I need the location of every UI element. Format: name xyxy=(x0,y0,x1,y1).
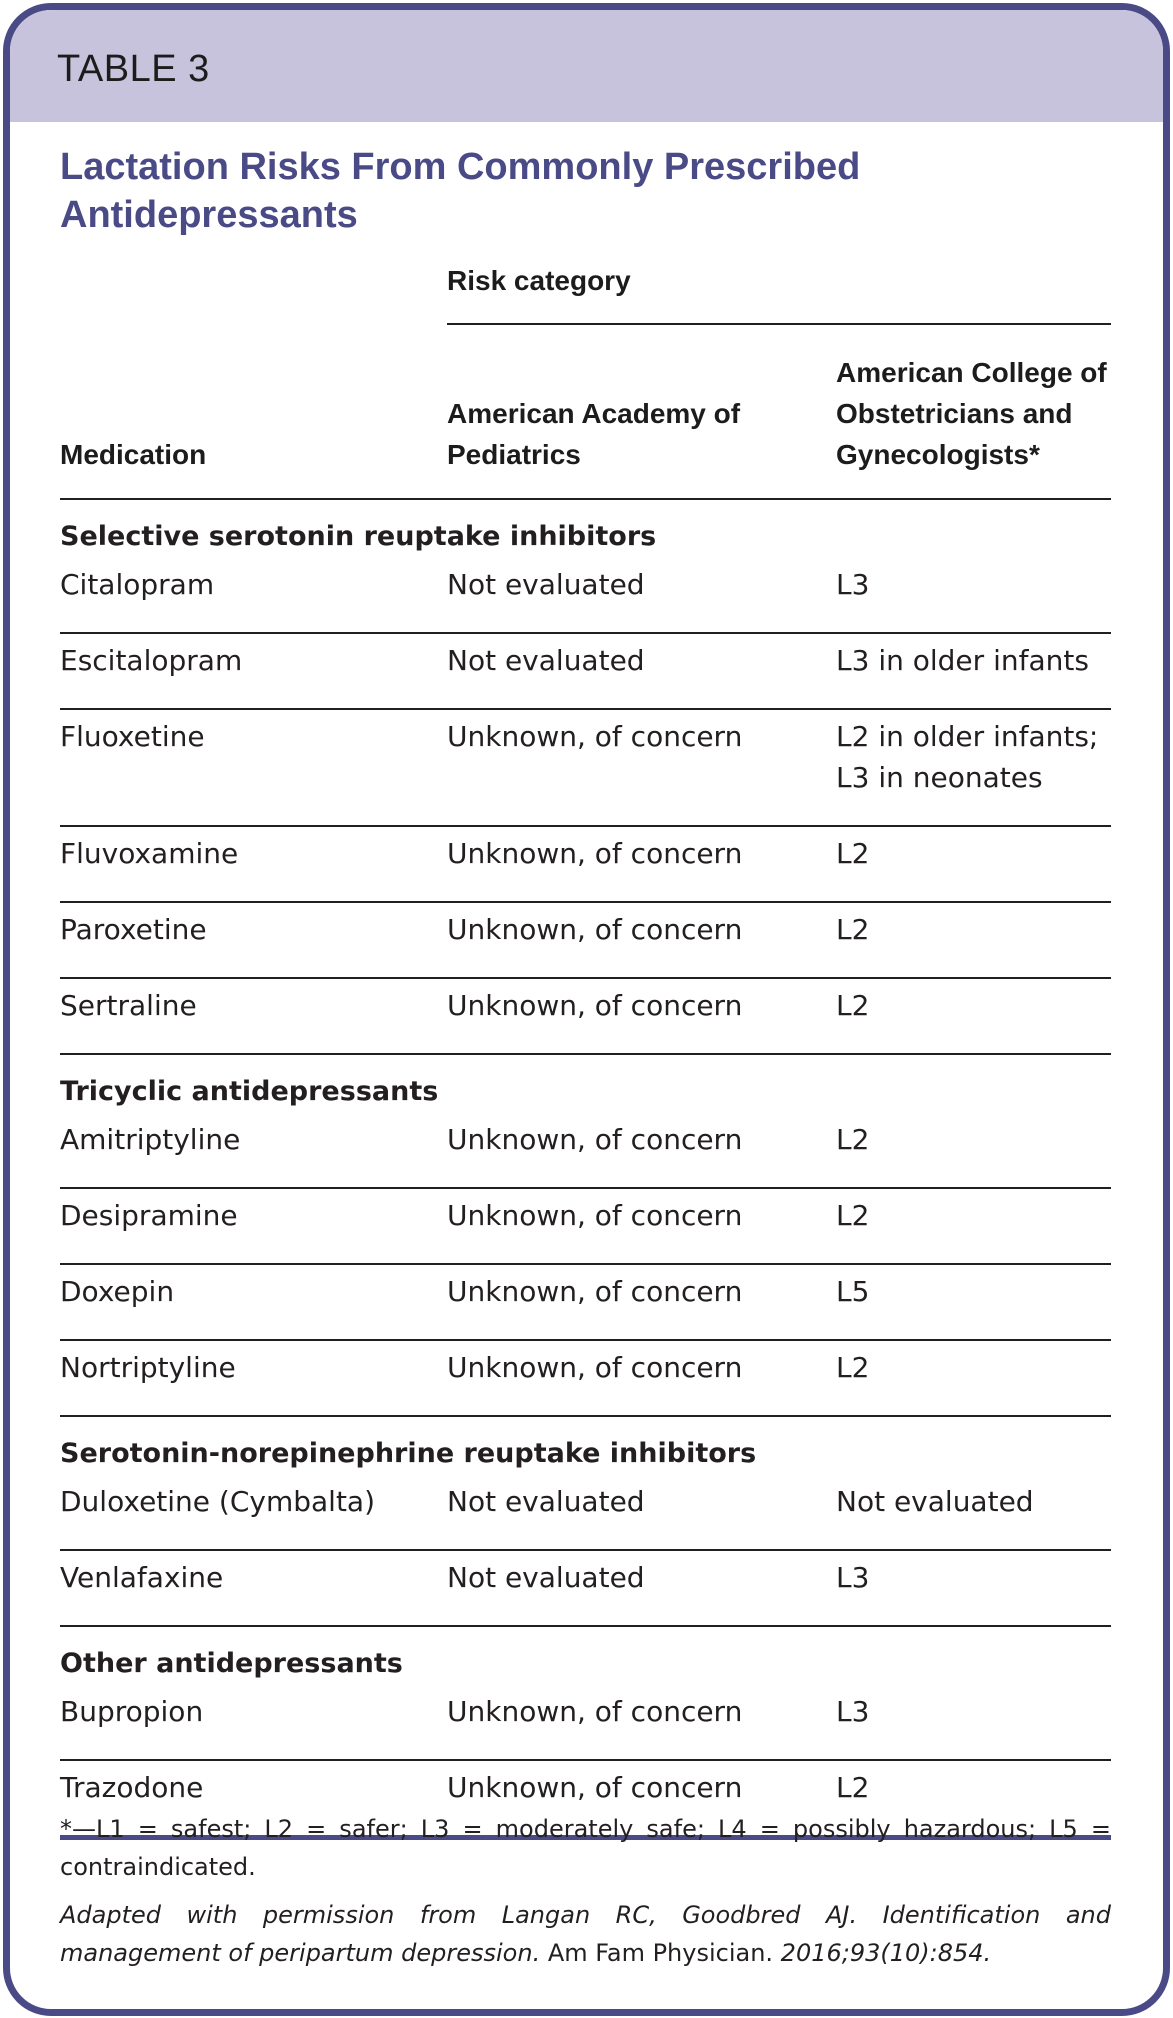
medication-cell: Paroxetine xyxy=(60,913,207,946)
table-body xyxy=(60,500,1111,1840)
table-row xyxy=(60,827,1111,903)
aap-cell: Unknown, of concern xyxy=(447,1351,743,1384)
section-header: Tricyclic antidepressants xyxy=(60,1076,439,1107)
medication-cell: Venlafaxine xyxy=(60,1561,224,1594)
aap-cell: Unknown, of concern xyxy=(447,1275,743,1308)
table-row xyxy=(60,1119,1111,1189)
medication-cell: Fluoxetine xyxy=(60,720,205,753)
header-aap: American Academy of Pediatrics xyxy=(447,398,741,470)
acog-cell: L2 xyxy=(836,989,870,1022)
acog-cell: L5 xyxy=(836,1275,870,1308)
medication-cell: Trazodone xyxy=(60,1771,204,1804)
aap-cell: Not evaluated xyxy=(447,644,645,677)
acog-cell: L2 xyxy=(836,837,870,870)
medication-cell: Desipramine xyxy=(60,1199,238,1232)
acog-cell: L2 xyxy=(836,1123,870,1156)
table-row xyxy=(60,1691,1111,1761)
table-label: TABLE 3 xyxy=(57,48,210,90)
source-citation xyxy=(60,1896,1111,1972)
medication-cell: Doxepin xyxy=(60,1275,175,1308)
aap-cell: Unknown, of concern xyxy=(447,1695,743,1728)
header-medication: Medication xyxy=(60,439,207,470)
table-row xyxy=(60,1189,1111,1265)
table-row xyxy=(60,903,1111,979)
risk-category-rule xyxy=(447,323,1111,325)
header-acog: American College of Obstetricians and Gynecologists* xyxy=(836,357,1107,470)
medication-cell: Bupropion xyxy=(60,1695,204,1728)
aap-cell: Unknown, of concern xyxy=(447,1771,743,1804)
table-card xyxy=(3,3,1170,2016)
medication-cell: Amitriptyline xyxy=(60,1123,241,1156)
source-part2: 2016;93(10):854. xyxy=(773,1939,992,1967)
table-row xyxy=(60,1481,1111,1551)
aap-cell: Unknown, of concern xyxy=(447,1199,743,1232)
header-risk-category: Risk category xyxy=(447,265,631,296)
acog-cell: L3 xyxy=(836,1695,870,1728)
aap-cell: Not evaluated xyxy=(447,1561,645,1594)
section-header: Other antidepressants xyxy=(60,1648,403,1679)
medication-cell: Escitalopram xyxy=(60,644,243,677)
medication-cell: Citalopram xyxy=(60,568,215,601)
acog-cell: L2 xyxy=(836,1771,870,1804)
aap-cell: Unknown, of concern xyxy=(447,913,743,946)
acog-cell: L3 xyxy=(836,568,870,601)
aap-cell: Unknown, of concern xyxy=(447,837,743,870)
medication-cell: Sertraline xyxy=(60,989,197,1022)
section-header: Serotonin-norepinephrine reuptake inhibitors xyxy=(60,1438,757,1469)
table-row xyxy=(60,1551,1111,1627)
aap-cell: Unknown, of concern xyxy=(447,1123,743,1156)
medication-cell: Fluvoxamine xyxy=(60,837,239,870)
aap-cell: Not evaluated xyxy=(447,1485,645,1518)
acog-cell: L2 xyxy=(836,1351,870,1384)
medication-cell: Duloxetine (Cymbalta) xyxy=(60,1485,376,1518)
table-row xyxy=(60,979,1111,1055)
table-row xyxy=(60,564,1111,634)
acog-cell: L3 xyxy=(836,1561,870,1594)
section-header: Selective serotonin reuptake inhibitors xyxy=(60,521,657,552)
table-row xyxy=(60,634,1111,710)
source-journal: Am Fam Physician. xyxy=(540,1939,774,1967)
medication-cell: Nortriptyline xyxy=(60,1351,236,1384)
table-label-band xyxy=(10,10,1163,122)
acog-cell: L3 in older infants xyxy=(836,644,1089,677)
aap-cell: Unknown, of concern xyxy=(447,989,743,1022)
aap-cell: Unknown, of concern xyxy=(447,720,743,753)
acog-cell: L2 in older infants; L3 in neonates xyxy=(836,720,1099,794)
table-row xyxy=(60,1265,1111,1341)
acog-cell: Not evaluated xyxy=(836,1485,1034,1518)
aap-cell: Not evaluated xyxy=(447,568,645,601)
table-row xyxy=(60,710,1111,827)
acog-cell: L2 xyxy=(836,913,870,946)
table-title: Lactation Risks From Commonly Prescribed Antidepressants xyxy=(60,146,861,236)
acog-cell: L2 xyxy=(836,1199,870,1232)
footnote: *—L1 = safest; L2 = safer; L3 = moderately safe; L4 = possibly hazardous; L5 = contraindicated. xyxy=(60,1815,1111,1881)
table-row xyxy=(60,1341,1111,1417)
source-part1: Adapted with permission from Langan RC, Goodbred AJ. Identification and management of peripartum depression. xyxy=(60,1901,1111,1967)
